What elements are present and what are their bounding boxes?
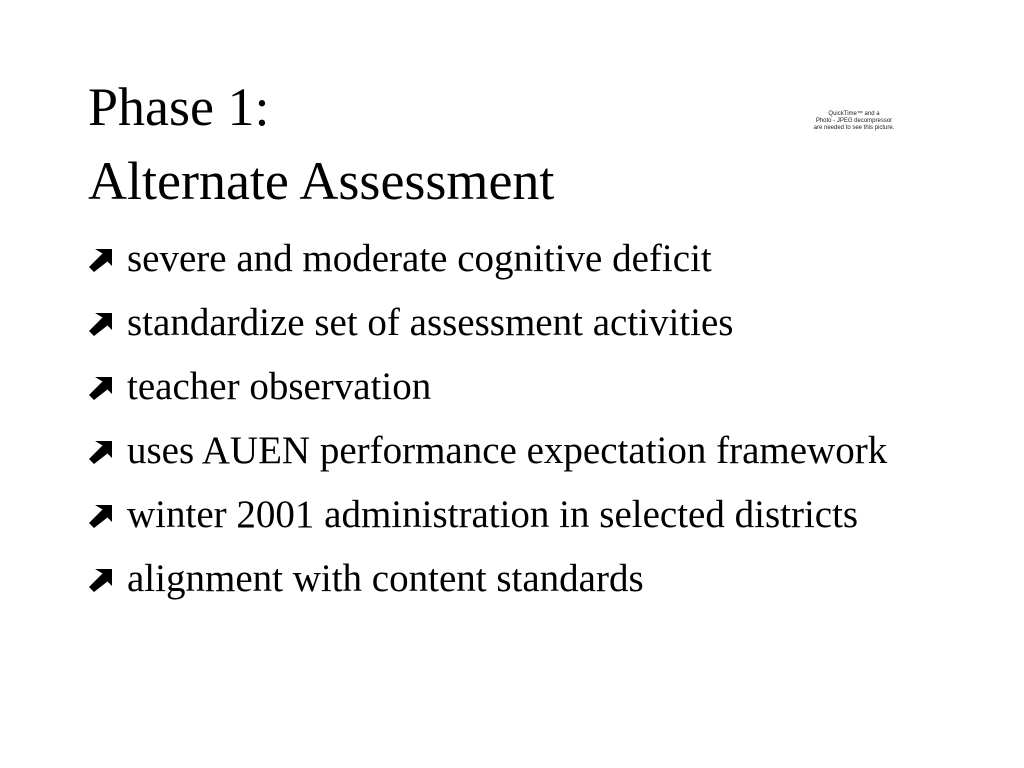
arrow-up-right-icon [88, 232, 124, 285]
bullet-item-6 [88, 552, 888, 605]
slide-title-line-2: Alternate Assessment [88, 151, 555, 211]
bullet-text: standardize set of assessment activities [127, 301, 734, 344]
quicktime-notice-line-2: Photo - JPEG decompressor [815, 118, 893, 124]
bullet-item-5 [88, 488, 888, 541]
slide-title [88, 70, 554, 218]
bullet-text: uses AUEN performance expectation framework [127, 429, 888, 472]
quicktime-notice-line-3: are needed to see this picture. [813, 125, 895, 131]
quicktime-notice-line-1: QuickTime™ and a [828, 111, 880, 117]
bullet-item-2 [88, 296, 888, 349]
bullet-text: alignment with content standards [127, 557, 644, 600]
arrow-up-right-icon [88, 424, 124, 477]
bullet-text: winter 2001 administration in selected districts [127, 493, 859, 536]
bullet-item-1 [88, 232, 888, 285]
arrow-up-right-icon [88, 360, 124, 413]
bullet-text: teacher observation [127, 365, 432, 408]
bullet-text: severe and moderate cognitive deficit [127, 237, 712, 280]
arrow-up-right-icon [88, 552, 124, 605]
arrow-up-right-icon [88, 296, 124, 349]
quicktime-placeholder-notice [806, 111, 902, 132]
bullet-item-4 [88, 424, 888, 477]
arrow-up-right-icon [88, 488, 124, 541]
slide-title-line-1: Phase 1: [88, 77, 270, 137]
bullet-list [88, 232, 888, 616]
bullet-item-3 [88, 360, 888, 413]
